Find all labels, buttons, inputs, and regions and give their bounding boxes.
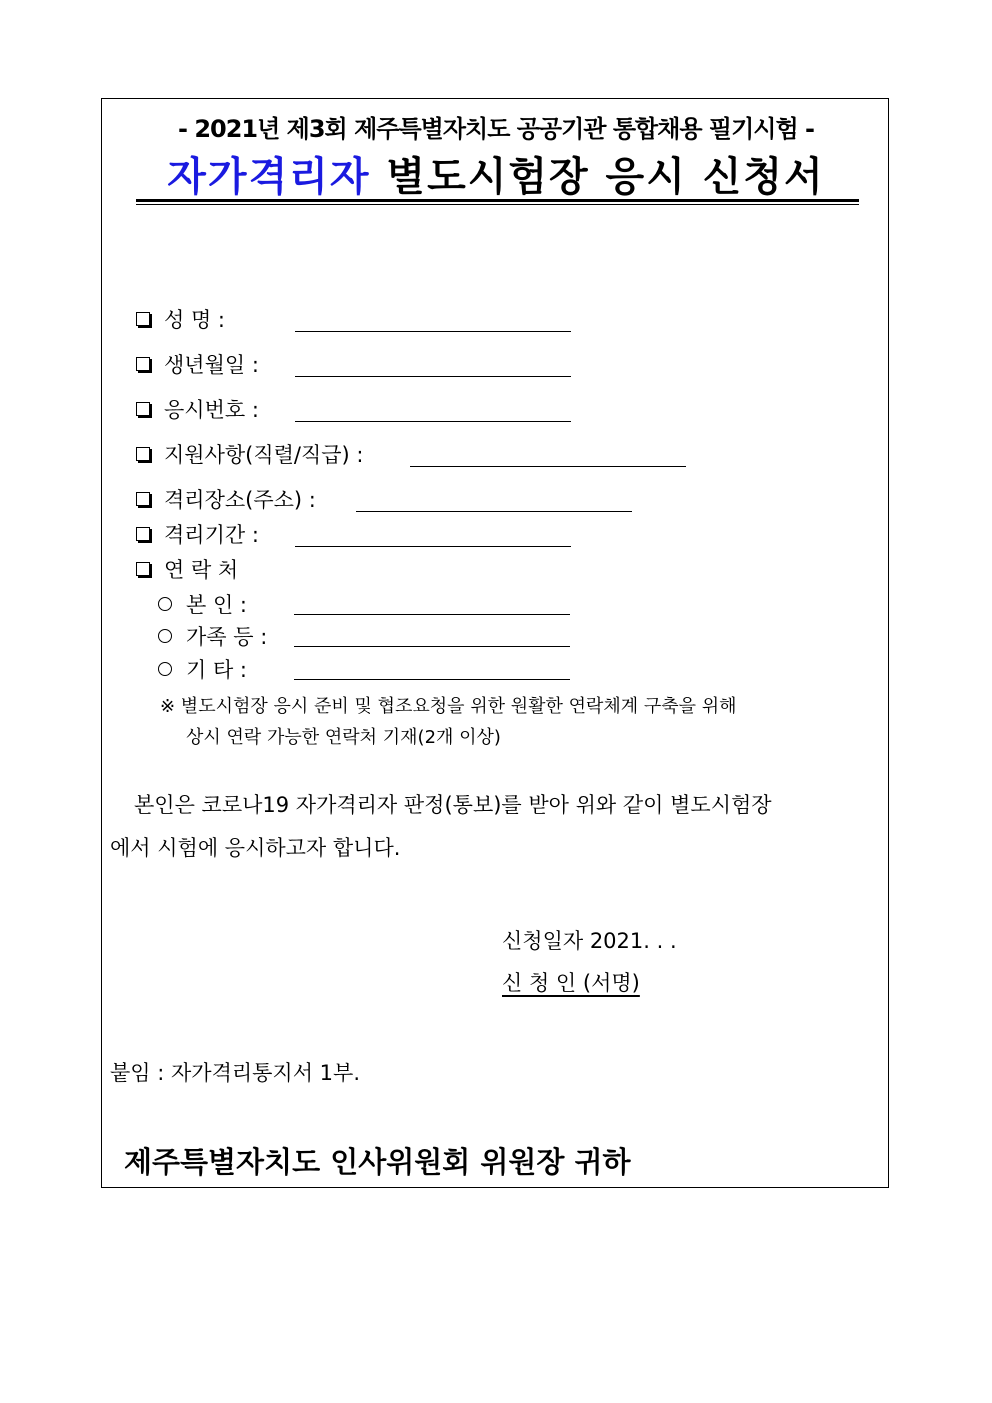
address-blank[interactable] — [356, 511, 632, 512]
field-name — [136, 304, 225, 334]
contact-other — [158, 654, 247, 684]
birth-blank[interactable] — [295, 376, 571, 377]
circle-bullet-icon — [158, 662, 172, 676]
field-birth — [136, 349, 259, 379]
circle-bullet-icon — [158, 597, 172, 611]
attachment: 붙임 : 자가격리통지서 1부. — [110, 1061, 360, 1085]
checkbox-square-icon — [136, 312, 150, 326]
field-address-label: 격리장소(주소) : — [164, 488, 316, 512]
field-period — [136, 519, 259, 549]
field-address — [136, 484, 316, 514]
contact-family-blank[interactable] — [294, 646, 570, 647]
contact-other-label: 기 타 : — [186, 658, 247, 682]
application-form — [101, 98, 889, 1188]
field-position — [136, 439, 364, 469]
contact-self-label: 본 인 : — [186, 593, 247, 617]
contact-self — [158, 589, 247, 619]
exam-no-blank[interactable] — [295, 421, 571, 422]
addressee: 제주특별자치도 인사위원회 위원장 귀하 — [124, 1145, 631, 1179]
name-blank[interactable] — [295, 331, 571, 332]
checkbox-square-icon — [136, 527, 150, 541]
statement-line-1: 본인은 코로나19 자가격리자 판정(통보)를 받아 위와 같이 별도시험장 — [134, 793, 772, 817]
application-date: 신청일자 2021. . . — [502, 929, 677, 953]
note-line-2: 상시 연락 가능한 연락처 기재(2개 이상) — [186, 727, 501, 748]
checkbox-square-icon — [136, 447, 150, 461]
title-rule-thick — [136, 199, 859, 202]
checkbox-square-icon — [136, 357, 150, 371]
field-contact — [136, 554, 238, 584]
title-rule-thin — [136, 204, 859, 205]
contact-family-label: 가족 등 : — [186, 625, 268, 649]
field-exam-no — [136, 394, 259, 424]
form-title — [102, 145, 890, 202]
note-line-1: ※ 별도시험장 응시 준비 및 협조요청을 위한 원활한 연락체계 구축을 위해 — [160, 696, 737, 717]
field-position-label: 지원사항(직렬/직급) : — [164, 443, 364, 467]
title-rest: 별도시험장 응시 신청서 — [370, 154, 825, 200]
checkbox-square-icon — [136, 492, 150, 506]
field-contact-label: 연 락 처 — [164, 558, 239, 582]
form-subtitle: - 2021년 제3회 제주특별자치도 공공기관 통합채용 필기시험 - — [178, 115, 814, 143]
field-exam-no-label: 응시번호 : — [164, 398, 259, 422]
checkbox-square-icon — [136, 562, 150, 576]
title-highlight: 자가격리자 — [167, 154, 371, 200]
field-name-label: 성 명 : — [164, 308, 225, 332]
contact-family — [158, 621, 267, 651]
field-period-label: 격리기간 : — [164, 523, 259, 547]
contact-self-blank[interactable] — [294, 614, 570, 615]
position-blank[interactable] — [410, 466, 686, 467]
contact-other-blank[interactable] — [294, 679, 570, 680]
checkbox-square-icon — [136, 402, 150, 416]
circle-bullet-icon — [158, 629, 172, 643]
statement-line-2: 에서 시험에 응시하고자 합니다. — [110, 836, 401, 860]
period-blank[interactable] — [295, 546, 571, 547]
applicant-signature[interactable]: 신 청 인 (서명) — [502, 971, 640, 995]
field-birth-label: 생년월일 : — [164, 353, 259, 377]
